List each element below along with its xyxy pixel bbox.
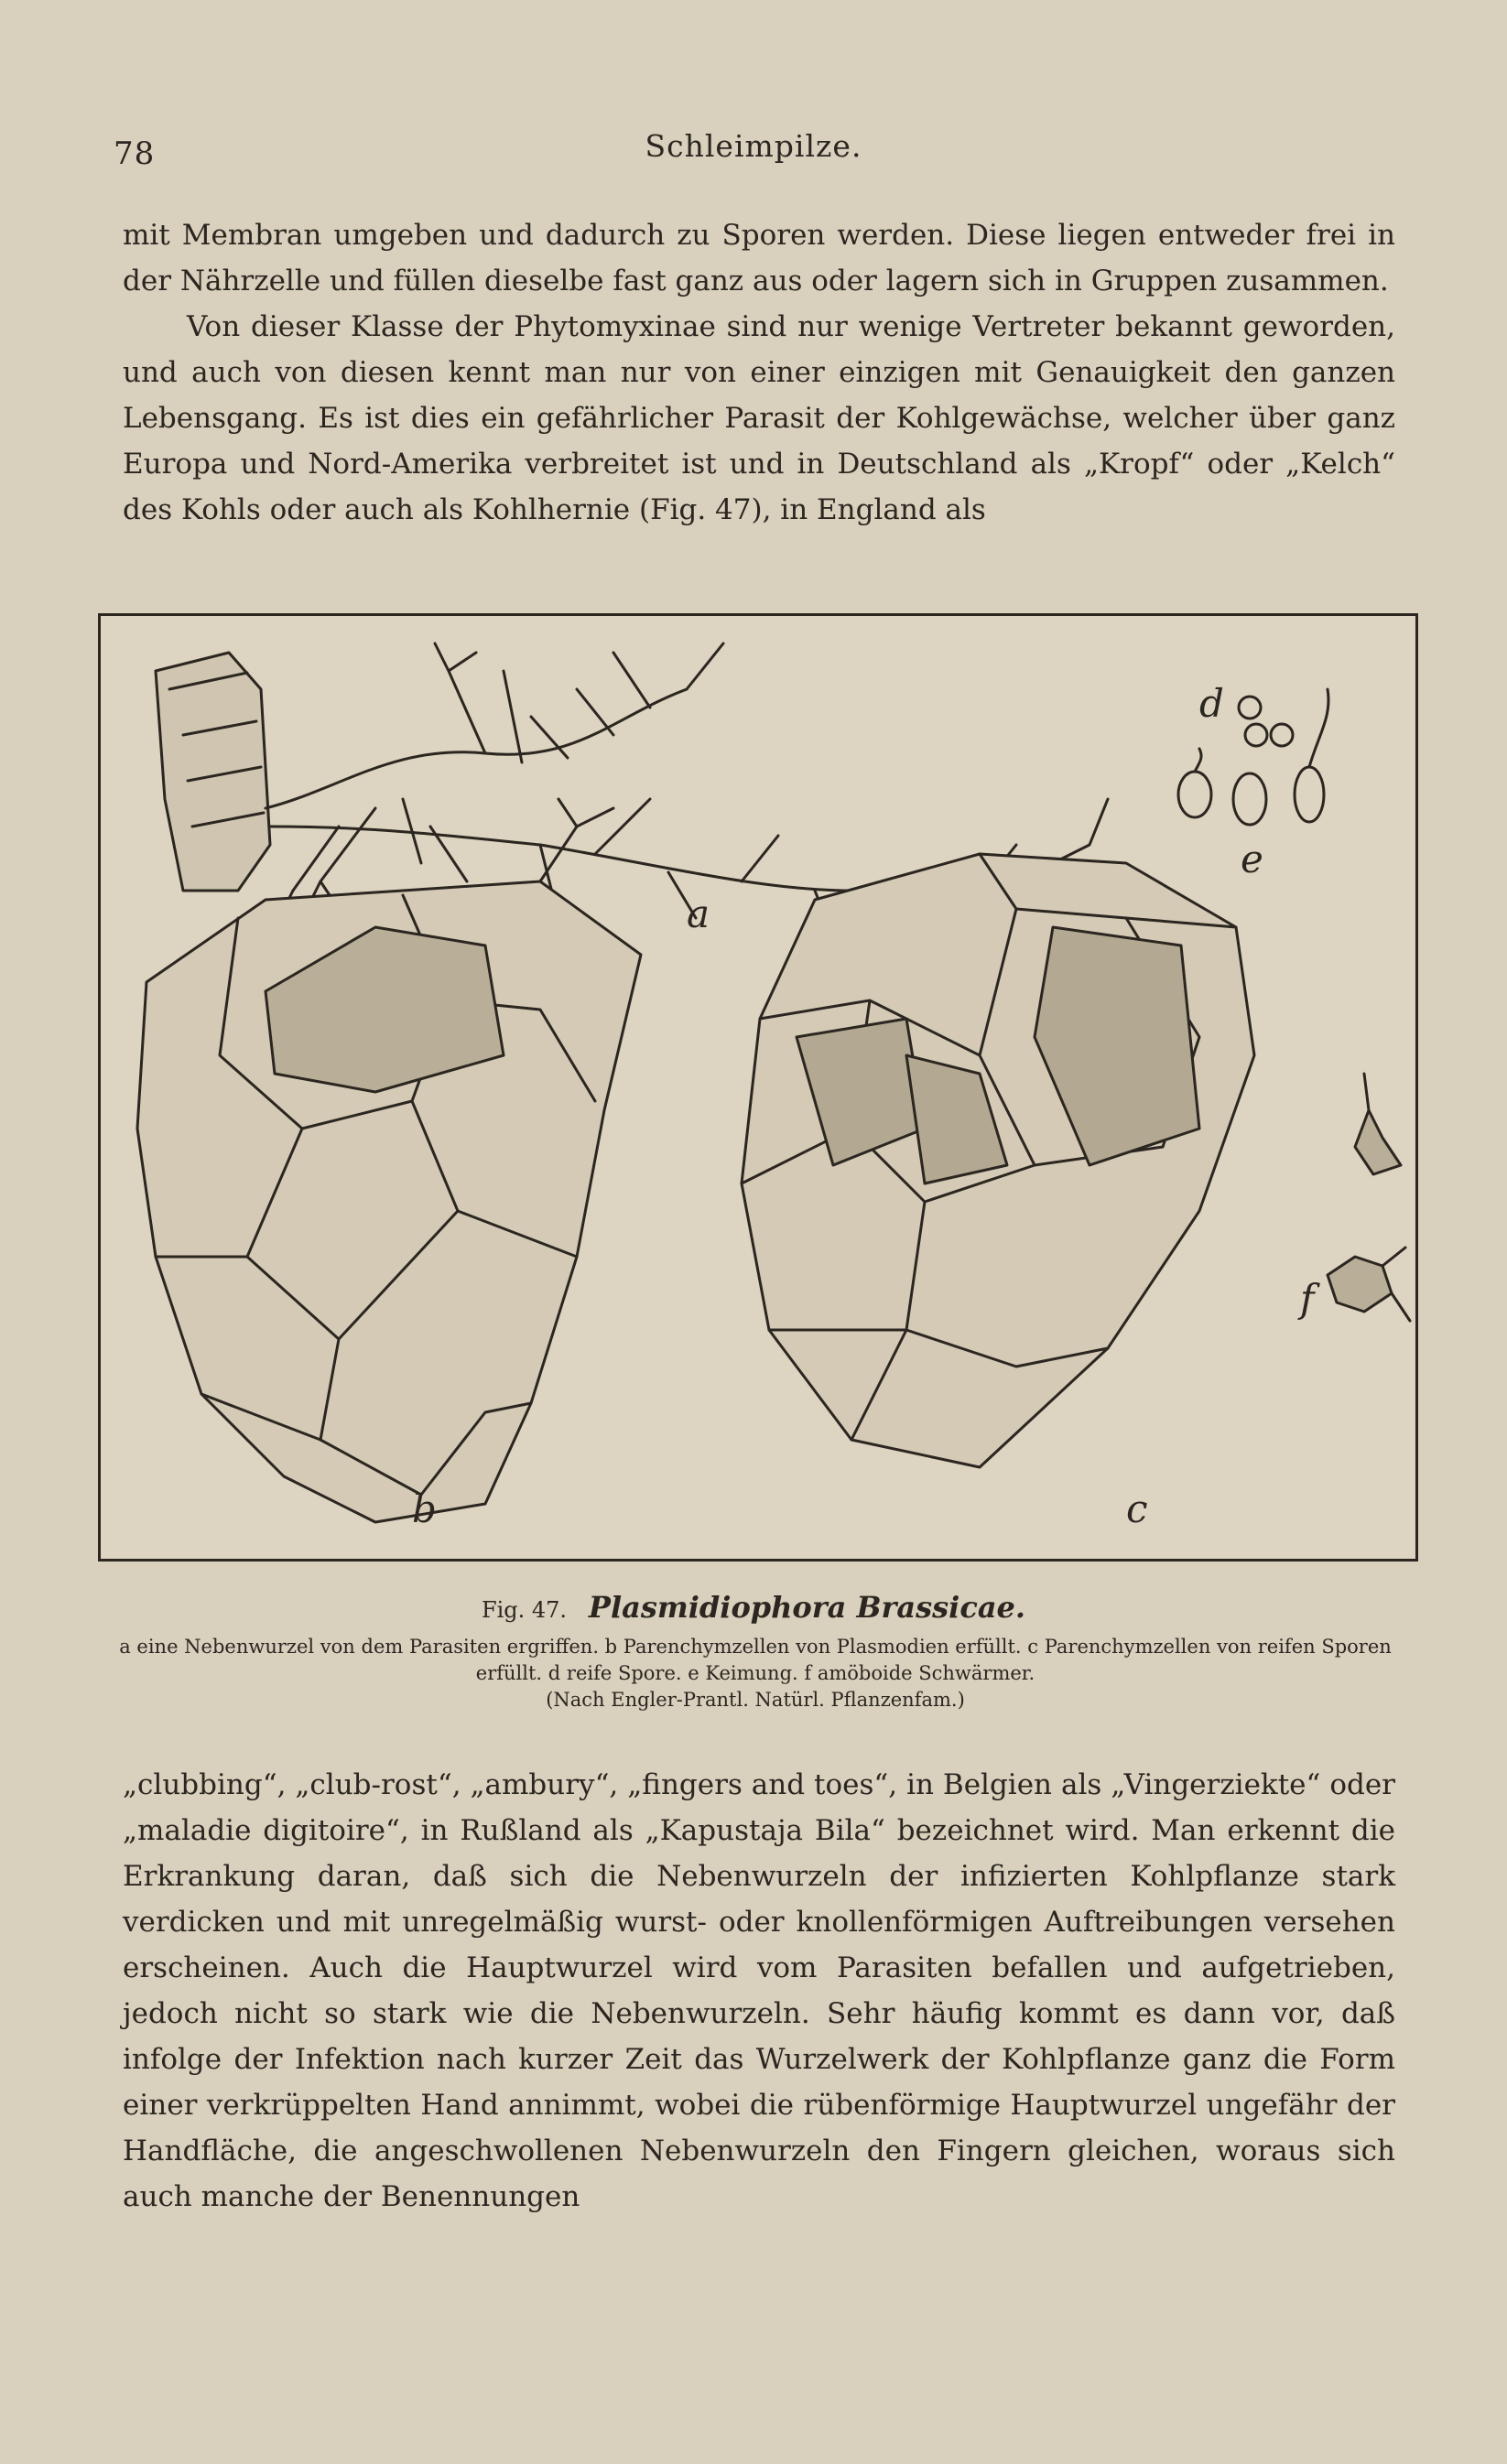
figure-caption-text <box>119 1634 1392 1713</box>
figure-drawing <box>101 616 1415 1559</box>
figure-label-e: e <box>1241 837 1263 881</box>
bottom-text-block <box>123 1762 1395 2220</box>
top-text-block <box>123 212 1395 533</box>
caption-line: (Nach Engler-Prantl. Natürl. Pflanzenfam.) <box>546 1689 965 1711</box>
caption-line: a eine Nebenwurzel von dem Parasiten ergriffen. b Parenchymzellen von Plasmodien erfüllt. c Parenchymzellen von reifen Sporen erfüllt. d reife Spore. e Keimung. f amöboide Schwärmer. <box>119 1636 1392 1684</box>
paragraph: „clubbing“, „club-rost“, „ambury“, „fingers and toes“, in Belgien als „Vingerziekte“ oder „maladie digitoire“, in Rußland als „Kapustaja Bila“ bezeichnet wird. Man erkennt die Erkrankung daran, daß sich die Nebenwurzeln der infizierten Kohlpflanze stark verdicken und mit unregelmäßig wurst- oder knollenförmigen Auftreibungen versehen erscheinen. Auch die Hauptwurzel wird vom Parasiten befallen und aufgetrieben, jedoch nicht so stark wie die Nebenwurzeln. Sehr häufig kommt es dann vor, daß infolge der Infektion nach kurzer Zeit das Wurzelwerk der Kohlpflanze ganz die Form einer verkrüppelten Hand annimmt, wobei die rübenförmige Hauptwurzel ungefähr der Handfläche, die angeschwollenen Nebenwurzeln den Fingern gleichen, woraus sich auch manche der Benennungen <box>123 1768 1395 2213</box>
species-name: Plasmidiophora Brassicae. <box>588 1590 1026 1625</box>
figure-label-f: f <box>1300 1276 1315 1321</box>
figure-label-a: a <box>687 892 710 936</box>
figure-caption-title <box>0 1590 1507 1625</box>
paragraph: mit Membran umgeben und dadurch zu Sporen werden. Diese liegen entweder frei in der Nährzelle und füllen dieselbe fast ganz aus oder lagern sich in Gruppen zusammen. <box>123 219 1395 297</box>
paragraph: Von dieser Klasse der Phytomyxinae sind nur wenige Vertreter bekannt geworden, und auch von diesen kennt man nur von einer einzigen mit Genauigkeit den ganzen Lebensgang. Es ist dies ein gefährlicher Parasit der Kohlgewächse, welcher über ganz Europa und Nord-Amerika verbreitet ist und in Deutschland als „Kropf“ oder „Kelch“ des Kohls oder auch als Kohlhernie (Fig. 47), in England als <box>123 310 1395 526</box>
page-number: 78 <box>114 135 156 172</box>
running-head: Schleimpilze. <box>645 128 862 164</box>
figure-47-illustration <box>98 613 1418 1562</box>
figure-label-c: c <box>1126 1486 1148 1531</box>
figure-label-d: d <box>1199 681 1224 726</box>
figure-number: Fig. 47. <box>481 1597 568 1623</box>
figure-label-b: b <box>412 1486 437 1531</box>
parenchyma-plasmodia-drawing <box>137 799 641 1522</box>
spore-drawing <box>1239 697 1293 746</box>
parenchyma-spores-drawing <box>742 854 1254 1467</box>
swarmer-drawing <box>1328 1074 1410 1321</box>
